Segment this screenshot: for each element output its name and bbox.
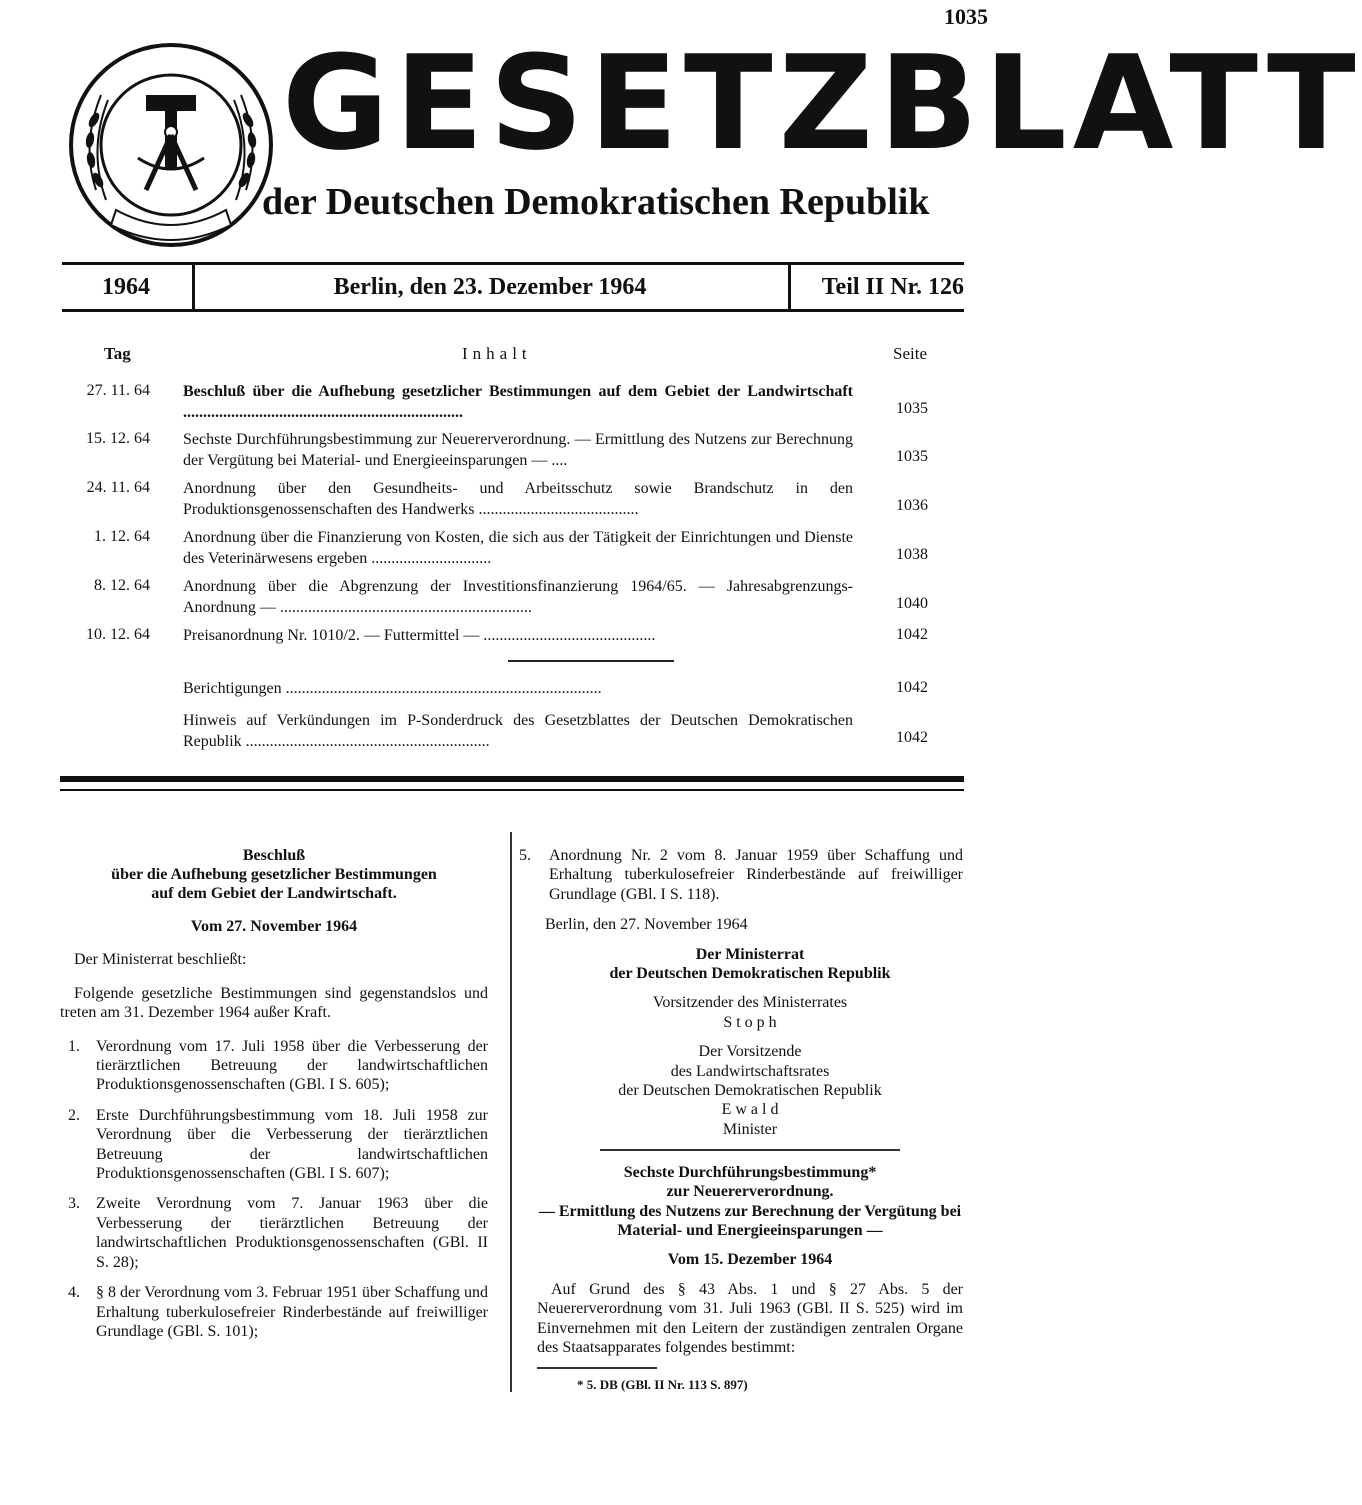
toc-entry-text: Anordnung über die Finanzierung von Kosten, die sich aus der Tätigkeit der Einrichtungen und Dienste des Veterinärwesens ergeben .............................. [183,529,853,567]
decree-item [60,1037,488,1095]
decree-item-text: Anordnung Nr. 2 vom 8. Januar 1959 über Schaffung und Erhaltung tuberkulosefreier Rinderbestände auf freiwilliger Grundlage (GBl. I S. 118). [549,847,963,903]
toc-entry-page: 1038 [896,546,928,563]
issue-date: Berlin, den 23. Dezember 1964 [333,274,647,300]
toc-extra-page: 1042 [896,729,928,746]
toc-entry-date: 27. 11. 64 [86,382,150,399]
decree-item-text: § 8 der Verordnung vom 3. Februar 1951 über Schaffung und Erhaltung tuberkulosefreier Rinderbestände auf freiwilliger Grundlage (GBl. S. 101); [96,1284,488,1340]
decree-item-text: Erste Durchführungsbestimmung vom 18. Juli 1958 zur Verordnung über die Verbesserung der tierärztlichen Betreuung der landwirtschaftlichen Produktionsgenossenschaften (GBl. I S. 607); [96,1106,488,1183]
decree-item-number: 2. [68,1106,80,1124]
toc-entry-text: Anordnung über den Gesundheits- und Arbeitsschutz sowie Brandschutz in den Produktionsgenossenschaften des Handwerks ........................................ [183,480,853,518]
issue-bar [62,262,964,312]
toc-extra-entry [0,709,1024,759]
decree-item-text: Zweite Verordnung vom 7. Januar 1963 über die Verbesserung der tierärztlichen Betreuung der landwirtschaftlichen Produktionsgenossenschaften (GBl. II S. 28); [96,1195,488,1271]
signatory-2-name: E w a l d [721,1101,779,1119]
toc-entry-text: Sechste Durchführungsbestimmung zur Neuererverordnung. — Ermittlung des Nutzens zur Berechnung der Vergütung bei Material- und Energieeinsparungen — .... [183,431,853,469]
toc-entry [0,526,1024,576]
toc-divider [508,660,674,662]
toc-entry-date: 24. 11. 64 [86,479,150,496]
decree-item [60,1106,488,1184]
signatory-1-name: S t o p h [723,1013,777,1031]
toc-extra-page: 1042 [896,679,928,696]
toc-entry [0,428,1024,478]
regulation-date: Vom 15. Dezember 1964 [667,1251,833,1269]
toc-entry-page: 1035 [896,400,928,417]
toc-entry-date: 15. 12. 64 [86,430,150,447]
toc-entry [0,575,1024,625]
decree-date: Vom 27. November 1964 [190,918,358,935]
page-number: 1035 [944,4,988,29]
masthead-subtitle: der Deutschen Demokratischen Republik [262,181,930,223]
toc-entry [0,477,1024,527]
toc-entry-date: 1. 12. 64 [94,528,150,545]
toc-header-inhalt: Inhalt [462,344,532,363]
right-column [519,846,963,1394]
regulation-body: Auf Grund des § 43 Abs. 1 und § 27 Abs. 5 der Neuererverordnung vom 31. Juli 1963 (GBl. II S. 525) wird im Einvernehmen mit den Leitern der zuständigen zentralen Organe des Staatsapparates folgendes bestimmt: [537,1280,963,1357]
section-rule-thin [60,789,964,791]
state-emblem-icon [66,40,276,250]
signatory-1-role: Vorsitzender des Ministerrates [652,994,848,1012]
toc-entry-text: Beschluß über die Aufhebung gesetzlicher Bestimmungen auf dem Gebiet der Landwirtschaft ...................................................................... [183,383,853,421]
toc-entry [0,380,1024,430]
decree-authority: Der Ministerrat der Deutschen Demokratischen Republik [609,945,891,983]
decree-item-text: Verordnung vom 17. Juli 1958 über die Verbesserung der tierärztlichen Betreuung der landwirtschaftlichen Produktionsgenossenschaften (GBl. I S. 605); [96,1037,488,1094]
decree-item-number: 4. [68,1284,80,1302]
decree-item [519,846,963,904]
section-divider [600,1149,900,1151]
toc-entry-date: 8. 12. 64 [94,577,150,594]
toc-entry-text: Preisanordnung Nr. 1010/2. — Futtermittel — ........................................... [183,627,656,644]
toc-entry-page: 1040 [896,595,928,612]
masthead-title: GESETZBLATT [282,27,1362,179]
toc-entry-page: 1036 [896,497,928,514]
toc-header-tag: Tag [104,344,131,363]
issue-year: 1964 [102,274,150,300]
decree-item-number: 3. [68,1195,80,1213]
footnote: * 5. DB (GBl. II Nr. 113 S. 897) [577,1376,748,1392]
toc-entry-page: 1035 [896,448,928,465]
section-rule-thick [60,776,964,782]
signatory-2-title: Minister [722,1120,778,1138]
decree-item [60,1194,488,1272]
left-column [60,846,488,1352]
decree-intro: Der Ministerrat beschließt: [74,951,247,969]
decree-title: Beschluß über die Aufhebung gesetzlicher Bestimmungen auf dem Gebiet der Landwirtschaft. [111,847,437,902]
regulation-title: Sechste Durchführungsbestimmung* zur Neuererverordnung. — Ermittlung des Nutzens zur Berechnung der Vergütung bei Material- und Energieeinsparungen — [538,1163,962,1239]
toc-entry-page: 1042 [896,626,928,643]
toc-extra-text: Berichtigungen ............................................................................... [183,680,602,697]
signatory-2-role: Der Vorsitzende des Landwirtschaftsrates der Deutschen Demokratischen Republik [618,1043,882,1100]
decree-item-number: 1. [68,1037,80,1055]
toc-entry [0,624,1024,674]
footnote-rule [537,1367,657,1369]
toc-entry-text: Anordnung über die Abgrenzung der Investitionsfinanzierung 1964/65. — Jahresabgrenzungs-Anordnung — ............................................................... [183,578,853,616]
column-separator [510,832,512,1392]
decree-item [60,1283,488,1341]
decree-body: Folgende gesetzliche Bestimmungen sind gegenstandslos und treten am 31. Dezember 1964 außer Kraft. [60,984,488,1022]
toc-entry-date: 10. 12. 64 [86,626,150,643]
issue-part-number: Teil II Nr. 126 [821,274,964,300]
toc-header-seite: Seite [893,344,927,363]
toc-extra-text: Hinweis auf Verkündungen im P-Sonderdruck des Gesetzblattes der Deutschen Demokratischen Republik ............................................................. [183,712,853,750]
decree-place-date: Berlin, den 27. November 1964 [545,916,748,934]
decree-item-number: 5. [519,847,531,864]
